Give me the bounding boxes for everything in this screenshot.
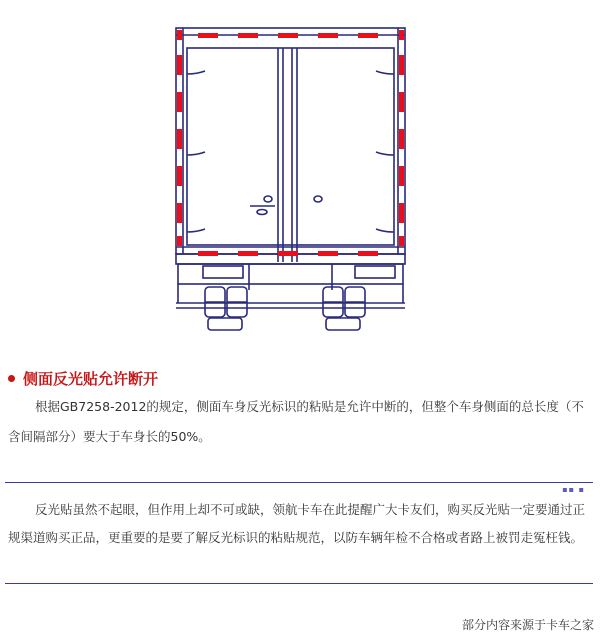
note-box <box>5 482 593 584</box>
reflective-tape <box>177 30 404 256</box>
heading-text: 侧面反光贴允许断开 <box>23 370 159 388</box>
body-paragraph: 根据GB7258-2012的规定，侧面车身反光标识的粘贴是允许中断的，但整个车身侧面的总长度（不含间隔部分）要大于车身长的50%。 <box>8 399 584 444</box>
note-marker: ▪▪ ▪ <box>562 485 585 494</box>
cargo-box <box>176 28 405 254</box>
note-text: 反光贴虽然不起眼，但作用上却不可或缺，领航卡车在此提醒广大卡友们，购买反光贴一定要通过正规渠道购买正品，更重要的是要了解反光标识的粘贴规范，以防车辆年检不合格或者路上被罚走冤枉钱。 <box>8 502 586 545</box>
bullet-icon <box>8 375 15 382</box>
section-heading <box>8 368 158 389</box>
source-note: 部分内容来源于卡车之家 <box>461 618 594 632</box>
